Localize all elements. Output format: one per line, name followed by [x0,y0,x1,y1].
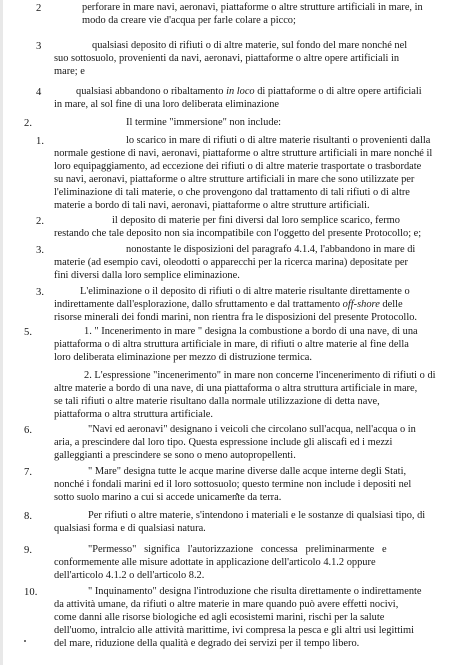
text-line: galleggianti a prescindere se sono o meno autopropellenti. [54,449,296,461]
item-text [54,135,464,213]
item-text [54,544,464,583]
text-line: Il termine "immersione" non include: [126,117,282,128]
text-line: risorse minerali dei fondi marini, non rientra fra le disposizioni del presente Protocollo. [54,311,417,323]
text-line: 1. " Incenerimento in mare " designa la combustione a bordo di una nave, di una [84,326,418,337]
text-line: del mare, riduzione della qualità e degrado dei servizi per il tempo libero. [54,637,360,649]
item-number: 1. [36,136,45,147]
text-line: restando che tale deposito non sia incompatibile con l'oggetto del presente Protocollo; e; [54,227,422,239]
text-line: in mare, al sol fine di una loro deliberata eliminazione [54,98,280,110]
text-line: normale gestione di navi, aeronavi, piattaforme o altre strutture artificiali in mare nonché il [54,147,433,159]
text-line: su navi, aeronavi, piattaforme o altre strutture artificiali in mare che sono utilizzate per [54,173,415,185]
text-line: dell'articolo 4.1.2 o dell'articolo 8.2. [54,569,205,581]
text-line: Per rifiuti o altre materie, s'intendono i materiali e le sostanze di qualsiasi tipo, di [88,510,426,521]
item-number: 2 [36,3,42,14]
text-line: qualsiasi forma e di qualsiasi natura. [54,522,206,534]
scan-edge-shadow [0,0,3,665]
item-text [54,244,464,283]
item-number: 10. [24,587,38,598]
text-line: loro equipaggiamento, ad eccezione dei rifiuti o di altre materie trasportate o trasbordate [54,160,422,172]
text-line: qualsiasi abbandono o ribaltamento in loco di piattaforme o di altre opere artificiali [76,86,422,97]
text-line: da attività umane, da rifiuti o altre materie in mare quando può avere effetti nocivi, [54,598,399,610]
text-line: modo da creare vie d'acqua per farle colare a picco; [82,14,296,26]
item-number: 5. [24,327,33,338]
text-line: indirettamente dall'esplorazione, dallo sfruttamento e dal trattamento off-shore delle [54,298,403,310]
text-line: l'eliminazione di tali materie, o che provengono dal trattamento di tali rifiuti o di altre [54,186,410,198]
text-line: "Navi ed aeronavi" designano i veicoli che circolano sull'acqua, nell'acqua o in [88,424,416,435]
text-line: nonostante le disposizioni del paragrafo 4.1.4, l'abbandono in mare di [126,244,416,255]
item-number: 3. [36,287,45,298]
text-line: "Permesso" significa l'autorizzazione concessa preliminarmente e [88,544,387,555]
item-text [54,40,464,79]
text-line: aria, a prescindere dal loro tipo. Questa espressione include gli aliscafi ed i mezzi [54,436,393,448]
italic-phrase: off-shore [342,298,380,310]
text-line: mare; e [54,65,85,77]
item-text [54,215,464,241]
text-line: altre materie a bordo di una nave, di una piattaforma o altra struttura artificiale in mare, [54,382,418,394]
text-line: 2. L'espressione "incenerimento" in mare non concerne l'incenerimento di rifiuti o di [84,370,436,381]
text-line: se tali rifiuti o altre materie risultano dalla normale utilizzazione di detta nave, [54,395,380,407]
text-line: piattaforma o di altra struttura artificiale in mare, di rifiuti o altre materie al fine della [54,338,409,350]
item-text [54,86,464,112]
text-line: come danni alle risorse biologiche ed agli ecosistemi marini, rischi per la salute [54,611,385,623]
text-line: loro deliberata eliminazione per mezzo di distruzione termica. [54,351,312,363]
text-line: nonché i fondali marini ed il loro sottosuolo; questo termine non include i depositi nel [54,478,412,490]
text-line: L'eliminazione o il deposito di rifiuti o di altre materie risultante direttamente o [80,286,410,297]
text-line: il deposito di materie per fini diversi dal loro semplice scarico, fermo [112,215,400,226]
text-line: qualsiasi deposito di rifiuti o di altre materie, sul fondo del mare nonché nel [92,40,408,51]
item-text [54,286,464,325]
text-line: suo sottosuolo, provenienti da navi, aeronavi, piattaforme o altre opere artificiali in [54,52,400,64]
text-line: fini diversi dalla loro semplice eliminazione. [54,269,240,281]
text-line: piattaforma o altra struttura artificiale. [54,408,213,420]
text-line: lo scarico in mare di rifiuti o di altre materie risultanti o provenienti dalla [126,135,431,146]
item-text [82,2,462,28]
text-line: dell'uomo, intralcio alle attività marittime, ivi compresa la pesca e gli altri usi legittimi [54,624,414,636]
item-text [54,424,464,463]
item-number: 8. [24,511,33,522]
item-text [54,370,464,422]
scan-speck [24,640,26,642]
text-line: " Inquinamento" designa l'introduzione che risulta direttamente o indirettamente [88,586,422,597]
item-number: 6. [24,425,33,436]
text-line: materie a bordo di tali navi, aeronavi, piattaforme o altre strutture artificiali. [54,199,370,211]
item-number: 2. [24,118,33,129]
text-line: conformemente alle misure adottate in applicazione dell'articolo 4.1.2 oppure [54,556,376,568]
item-number: 3 [36,41,42,52]
text-line: materie (ad esempio cavi, oleodotti o apparecchi per la ricerca marina) depositate per [54,256,408,268]
item-number: 9. [24,545,33,556]
item-text [54,326,464,365]
item-number: 7. [24,467,33,478]
text-line: " Mare" designa tutte le acque marine diverse dalle acque interne degli Stati, [88,466,407,477]
item-text [54,466,464,505]
item-text [54,510,464,536]
text-line: sotto suolo marino a cui si accede unicamente da terra. [54,491,282,503]
item-number: 3. [36,245,45,256]
text-line: perforare in mare navi, aeronavi, piattaforme o altre strutture artificiali in mare, in [82,2,423,13]
item-text [54,586,464,651]
item-number: 2. [36,216,45,227]
item-text [126,117,456,130]
item-number: 4 [36,87,42,98]
italic-phrase: in loco [226,86,255,97]
